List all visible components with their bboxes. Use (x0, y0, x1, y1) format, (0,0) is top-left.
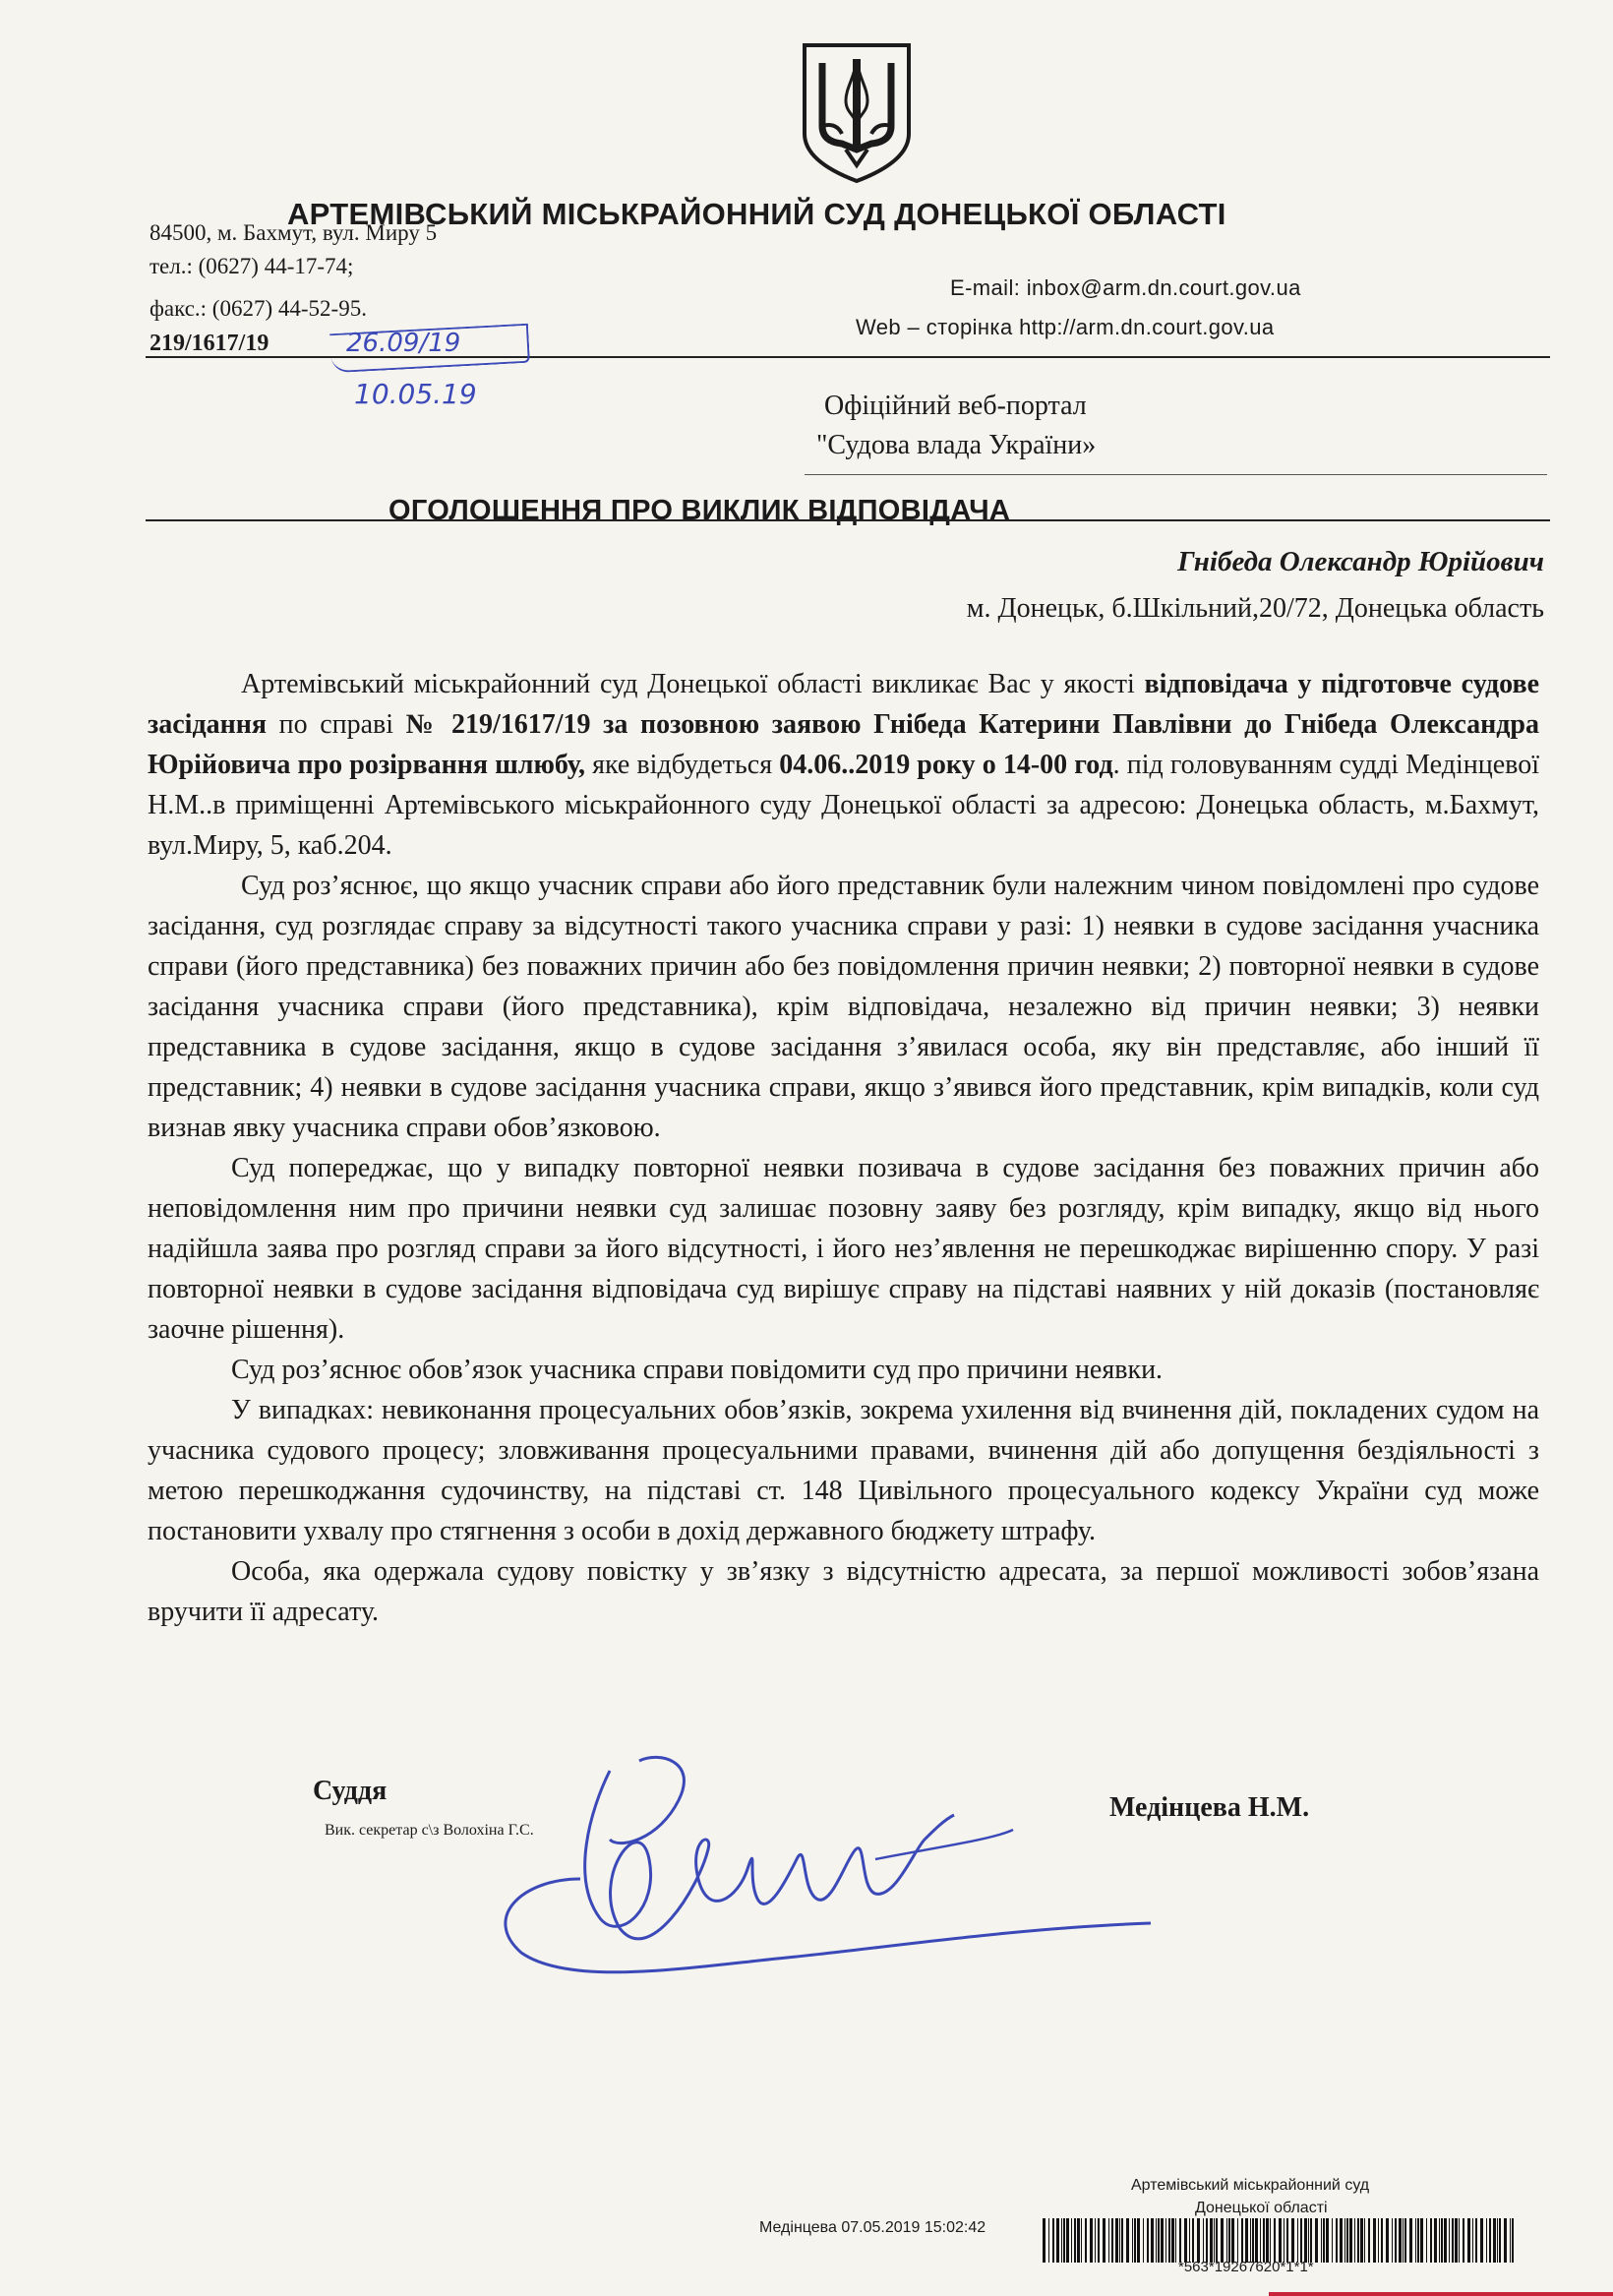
barcode-bar (1321, 2218, 1322, 2263)
barcode-bar (1360, 2218, 1363, 2263)
barcode-bar (1386, 2218, 1389, 2263)
barcode-bar (1210, 2218, 1213, 2263)
judge-name: Медінцева Н.М. (1109, 1792, 1310, 1823)
barcode-bar (1263, 2218, 1265, 2263)
barcode-bar (1395, 2218, 1397, 2263)
barcode-bar (1266, 2218, 1269, 2263)
barcode-bar (1245, 2218, 1248, 2263)
barcode-bar (1323, 2218, 1325, 2263)
barcode-bar (1121, 2218, 1123, 2263)
summons-when: яке відбудеться (584, 750, 780, 780)
barcode-bar (1081, 2218, 1082, 2263)
barcode-bar (1344, 2218, 1345, 2263)
barcode-bar (1439, 2218, 1440, 2263)
barcode-bar (1417, 2218, 1419, 2263)
barcode-bar (1095, 2218, 1096, 2263)
barcode-bar (1504, 2218, 1507, 2263)
summons-role: відповідача у підготовче судове засідання (148, 669, 1539, 740)
secretary-line: Вик. секретар с\з Волохіна Г.С. (325, 1822, 534, 1839)
barcode-bar (1403, 2218, 1404, 2263)
barcode-bar (1332, 2218, 1333, 2263)
barcode-bar (1108, 2218, 1109, 2263)
barcode-bar (1368, 2218, 1370, 2263)
barcode-bar (1206, 2218, 1208, 2263)
barcode-bar (1459, 2218, 1460, 2263)
barcode-bar (1063, 2218, 1065, 2263)
barcode-bar (1111, 2218, 1113, 2263)
barcode-bar (1463, 2218, 1464, 2263)
barcode-bar (1237, 2218, 1238, 2263)
barcode-bar (1090, 2218, 1093, 2263)
barcode-bar (1364, 2218, 1365, 2263)
court-phone: тел.: (0627) 44-17-74; (149, 254, 354, 278)
barcode-bar (1250, 2218, 1251, 2263)
summons-intro: Артемівський міськрайонний суд Донецької області викликає Вас у якості (241, 669, 1145, 699)
barcode-bar (1270, 2218, 1271, 2263)
barcode-bar (1415, 2218, 1416, 2263)
paragraph-warning: Суд попереджає, що у випадку повторної неявки позивача в судове засідання без поважних причин або неповідомлення ним про причини неявки суд залишає позовну заяву без розгляду, крім випадку, якщо від нього надійшла заява про розгляд справи за його відсутності, і його нез’явлення не перешкоджає вирішенню спору. У разі повторної неявки в судове засідання відповідача суд вирішує справу на підставі наявних у ній доказів (постановляє заочне рішення). (148, 1153, 1539, 1345)
barcode-bar (1147, 2218, 1149, 2263)
barcode-bar (1409, 2218, 1412, 2263)
barcode-bar (1192, 2218, 1194, 2263)
barcode-bar (1326, 2218, 1329, 2263)
barcode-bar (1349, 2218, 1352, 2263)
case-reference: 219/1617/19 (149, 331, 269, 356)
court-email: E-mail: inbox@arm.dn.court.gov.ua (950, 275, 1301, 300)
barcode-bar (1048, 2218, 1049, 2263)
barcode-bar (1184, 2218, 1187, 2263)
stamp-signed-line: Медінцева 07.05.2019 15:02:42 (759, 2219, 986, 2236)
barcode-bar (1512, 2218, 1514, 2263)
barcode-bar (1475, 2218, 1477, 2263)
barcode-bar (1340, 2218, 1343, 2263)
barcode-bar (1467, 2218, 1470, 2263)
barcode-bar (1497, 2218, 1498, 2263)
barcode-bar (1444, 2218, 1447, 2263)
stamp-court-line-2: Донецької області (1195, 2200, 1328, 2216)
title-rule (146, 519, 1550, 521)
barcode-bar (1171, 2218, 1174, 2263)
barcode-bar (1452, 2218, 1454, 2263)
barcode-bar (1151, 2218, 1154, 2263)
barcode-bar (1279, 2218, 1282, 2263)
barcode-bar (1137, 2218, 1140, 2263)
barcode-bar (1286, 2218, 1288, 2263)
barcode-bar (1420, 2218, 1423, 2263)
barcode-bar (1052, 2218, 1054, 2263)
barcode-bar (1304, 2218, 1307, 2263)
barcode-bar (1066, 2218, 1069, 2263)
barcode-bar (1074, 2218, 1076, 2263)
barcode-bar (1310, 2218, 1312, 2263)
barcode-bar (1085, 2218, 1087, 2263)
summons-venue: . під головуванням судді Медінцевої Н.М..в приміщенні Артемівського міськрайонного суду Донецької області за адресою: Донецька область, м.Бахмут, вул.Миру, 5, каб.204. (148, 750, 1539, 861)
paragraph-duty: Суд роз’яснює обов’язок учасника справи повідомити суд про причини неявки. (231, 1355, 1164, 1385)
paragraph-absence-rules: Суд роз’яснює, що якщо учасник справи або його представник були належним чином повідомлені про судове засідання, суд розглядає справу за відсутності такого учасника справи у разі: 1) неявки в судове засідання учасника справи (його представника) без поважних причин або без повідомлення причин неявки; 2) повторної неявки в судове засідання учасника справи (його представника), крім відповідача, незалежно від причин неявки; 3) неявки представника в судове засідання, якщо в судове засідання з’явилася особа, яку він представляє, або інший її представник; 4) неявки в судове засідання учасника справи, якщо з’явився його представник, крім випадків, коли суд визнав явку учасника справи обов’язковою. (148, 871, 1539, 1143)
barcode-bar (1486, 2218, 1487, 2263)
summons-case-label: по справі (267, 709, 406, 740)
barcode-bar (1158, 2218, 1160, 2263)
barcode-bar (1499, 2218, 1501, 2263)
signature-icon (462, 1731, 1170, 1987)
barcode-bar (1134, 2218, 1136, 2263)
barcode-bar (1132, 2218, 1133, 2263)
recipient-rule (805, 474, 1547, 475)
bottom-edge-mark (1269, 2292, 1613, 2296)
paragraph-penalty: У випадках: невиконання процесуальних обов’язків, зокрема ухилення від вчинення дій, покладених судом на учасника судового процесу; зловживання процесуальними правами, вчинення дій або допущення бездіяльності з метою перешкоджання судочинству, на підставі ст. 148 Цивільного процесуального кодексу України суд може постановити ухвалу про стягнення з особи в дохід державного бюджету штрафу. (148, 1395, 1539, 1546)
barcode-bar (1168, 2218, 1170, 2263)
recipient-line-1: Офіційний веб-портал (824, 391, 1087, 421)
barcode-bar (1056, 2218, 1059, 2263)
barcode-bar (1493, 2218, 1496, 2263)
barcode-bar (1226, 2218, 1227, 2263)
barcode-bar (1455, 2218, 1458, 2263)
barcode-bar (1426, 2218, 1427, 2263)
barcode-bar (1489, 2218, 1491, 2263)
barcode-bar (1346, 2218, 1348, 2263)
recipient-line-2: "Судова влада України» (816, 430, 1097, 460)
barcode-bar (1392, 2218, 1393, 2263)
barcode-bar (1441, 2218, 1443, 2263)
paragraph-delivery: Особа, яка одержала судову повістку у зв’язку з відсутністю адресата, за першої можливості зобов’язана вручити її адресату. (148, 1556, 1539, 1627)
stamp-court-line-1: Артемівський міськрайонний суд (1131, 2177, 1370, 2194)
barcode-bar (1472, 2218, 1473, 2263)
barcode-bar (1357, 2218, 1359, 2263)
barcode-bar (1077, 2218, 1080, 2263)
barcode-text: *563*19267620*1*1* (1178, 2259, 1314, 2275)
barcode-bar (1373, 2218, 1376, 2263)
barcode-bar (1315, 2218, 1318, 2263)
barcode-bar (1291, 2218, 1294, 2263)
barcode-bar (1260, 2218, 1261, 2263)
barcode-bar (1300, 2218, 1302, 2263)
barcode-bar (1161, 2218, 1164, 2263)
barcode-bar (1510, 2218, 1511, 2263)
court-title: АРТЕМІВСЬКИЙ МІСЬКРАЙОННИЙ СУД ДОНЕЦЬКОЇ ОБЛАСТІ (287, 197, 1226, 231)
barcode-bar (1043, 2218, 1045, 2263)
judge-label: Суддя (313, 1776, 388, 1806)
barcode-bar (1115, 2218, 1118, 2263)
paragraph-summons (148, 664, 1539, 866)
respondent-name: Гнібеда Олександр Юрійович (1177, 546, 1544, 577)
handwritten-note-2: 10.05.19 (354, 378, 477, 410)
summons-datetime: 04.06..2019 року о 14-00 год (779, 750, 1113, 780)
barcode-bar (1103, 2218, 1105, 2263)
barcode-bar (1098, 2218, 1100, 2263)
barcode-bar (1274, 2218, 1276, 2263)
respondent-address: м. Донецьк, б.Шкільний,20/72, Донецька область (966, 593, 1544, 624)
court-website: Web – сторінка http://arm.dn.court.gov.ua (856, 315, 1275, 339)
barcode-bar (1214, 2218, 1215, 2263)
handwritten-note-1: 26.09/19 (346, 329, 461, 358)
barcode-bar (1255, 2218, 1258, 2263)
barcode-bar (1480, 2218, 1483, 2263)
barcode-bar (1434, 2218, 1437, 2263)
barcode-icon (1043, 2218, 1515, 2263)
barcode-bar (1231, 2218, 1234, 2263)
barcode-bar (1061, 2218, 1062, 2263)
barcode-bar (1143, 2218, 1144, 2263)
barcode-bar (1126, 2218, 1129, 2263)
barcode-bar (1175, 2218, 1176, 2263)
barcode-bar (1399, 2218, 1402, 2263)
barcode-bar (1071, 2218, 1072, 2263)
barcode-bar (1228, 2218, 1230, 2263)
barcode-bar (1297, 2218, 1298, 2263)
barcode-bar (1404, 2218, 1406, 2263)
barcode-bar (1156, 2218, 1157, 2263)
barcode-bar (1252, 2218, 1254, 2263)
summons-case: № 219/1617/19 за позовною заявою Гнібеда Катерини Павлівни до Гнібеда Олександра Юрійовича про розірвання шлюбу, (148, 709, 1539, 780)
barcode-bar (1381, 2218, 1383, 2263)
barcode-bar (1221, 2218, 1224, 2263)
court-address: 84500, м. Бахмут, вул. Миру 5 (149, 220, 438, 245)
barcode-bar (1189, 2218, 1190, 2263)
notice-body (148, 664, 1539, 1632)
notice-title: ОГОЛОШЕННЯ ПРО ВИКЛИК ВІДПОВІДАЧА (388, 495, 1011, 526)
barcode-bar (1336, 2218, 1338, 2263)
court-fax: факс.: (0627) 44-52-95. (149, 296, 367, 321)
barcode-bar (1449, 2218, 1450, 2263)
barcode-bar (1308, 2218, 1309, 2263)
coat-of-arms-icon (797, 39, 917, 185)
barcode-bar (1216, 2218, 1218, 2263)
barcode-bar (1430, 2218, 1432, 2263)
barcode-bar (1241, 2218, 1243, 2263)
barcode-bar (1197, 2218, 1200, 2263)
barcode-bar (1203, 2218, 1204, 2263)
barcode-bar (1179, 2218, 1181, 2263)
barcode-bar (1165, 2218, 1166, 2263)
barcode-bar (1119, 2218, 1120, 2263)
barcode-bar (1378, 2218, 1379, 2263)
barcode-bar (1354, 2218, 1355, 2263)
